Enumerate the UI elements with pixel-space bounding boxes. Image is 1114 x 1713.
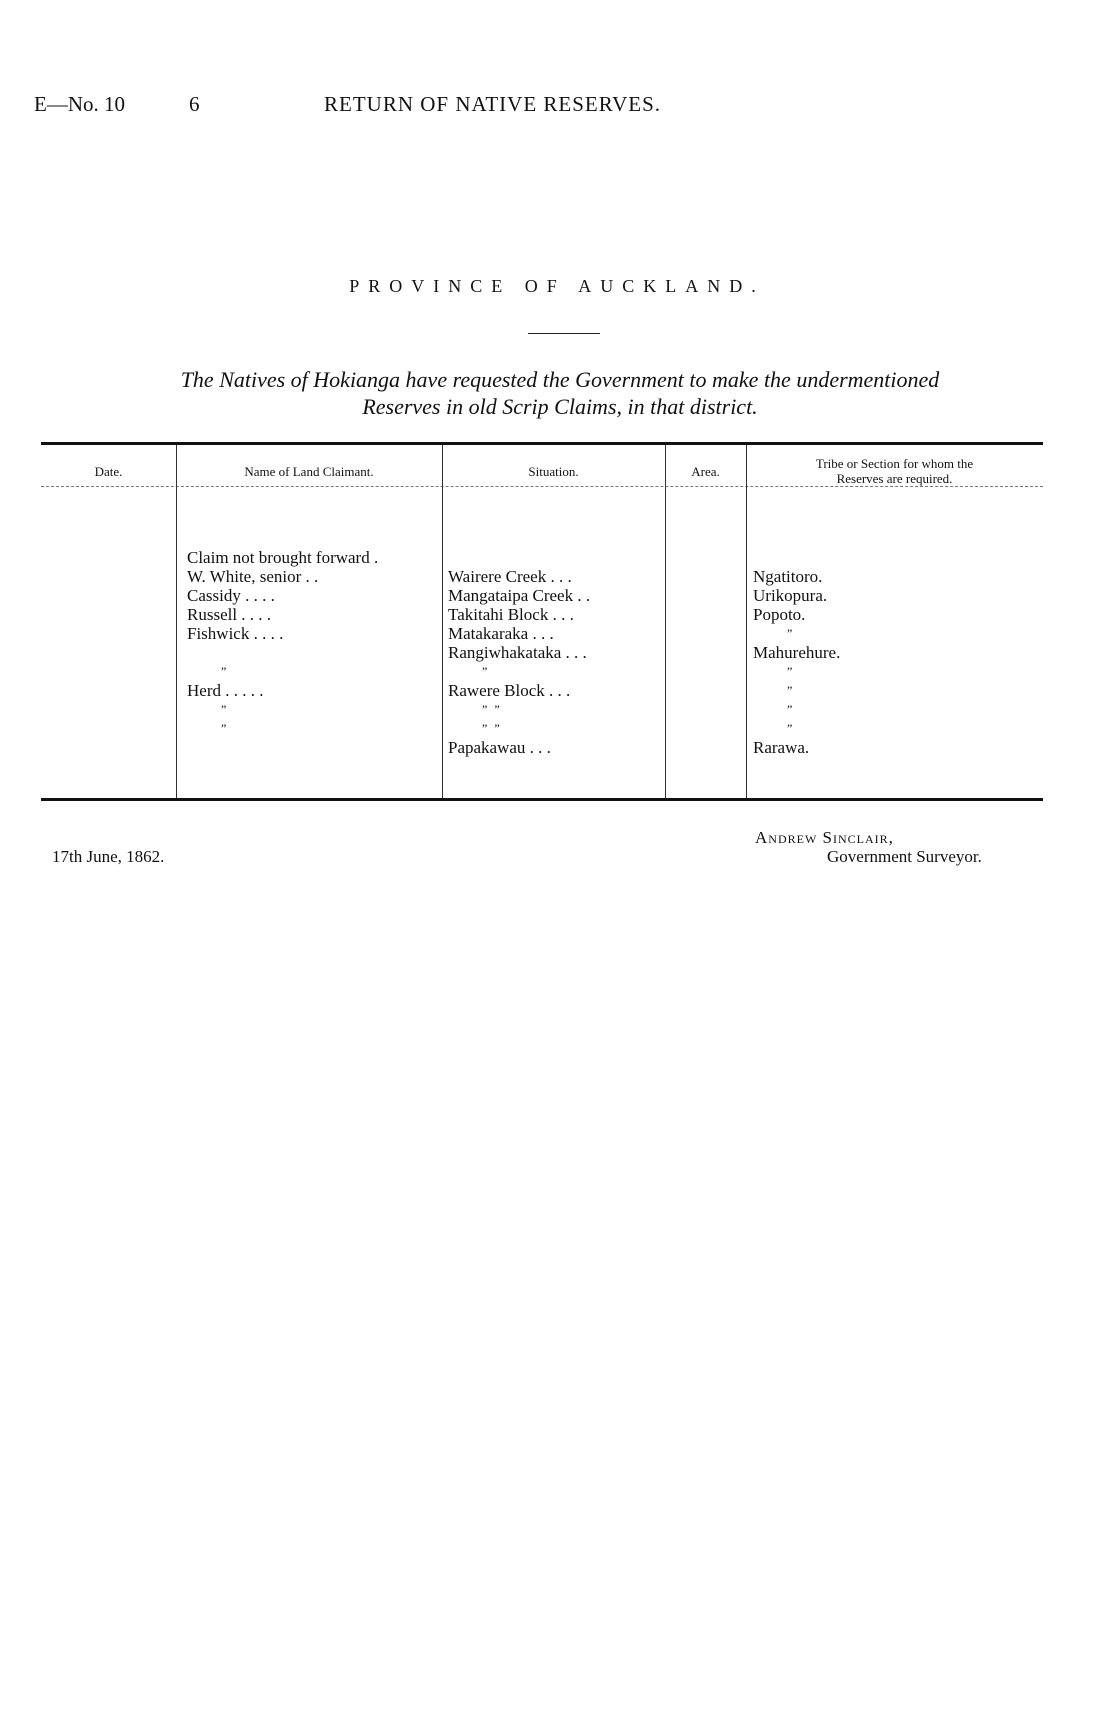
reserves-table xyxy=(41,442,1043,801)
column-header-tribe xyxy=(746,456,1043,486)
table-cell: Urikopura. xyxy=(753,586,828,605)
divider xyxy=(528,333,600,334)
table-cell: ” xyxy=(221,664,229,678)
column-divider xyxy=(746,445,747,798)
table-cell: Russell . . . . xyxy=(187,605,272,624)
document-number: E—No. 10 xyxy=(34,92,125,116)
page-title: RETURN OF NATIVE RESERVES. xyxy=(324,92,662,116)
table-cell: Rawere Block . . . xyxy=(448,681,571,700)
page-number: 6 xyxy=(189,92,200,116)
table-cell: Matakaraka . . . xyxy=(448,624,554,643)
signatory-title: Government Surveyor. xyxy=(827,847,982,866)
table-cell: Herd . . . . . xyxy=(187,681,264,700)
table-cell xyxy=(187,643,442,662)
table-cell: Ngatitoro. xyxy=(753,567,823,586)
table-bottom-rule xyxy=(41,798,1043,801)
table-cell: Cassidy . . . . xyxy=(187,586,275,605)
table-cell: W. White, senior . . xyxy=(187,567,319,586)
table-cell xyxy=(448,548,663,567)
column-header-date: Date. xyxy=(94,464,123,479)
page-header xyxy=(34,92,1074,126)
table-cell: Takitahi Block . . . xyxy=(448,605,574,624)
province-heading: PROVINCE OF AUCKLAND. xyxy=(349,276,765,296)
table-cell: ” ” xyxy=(482,721,502,735)
column-header-tribe-line-1: Tribe or Section for whom the xyxy=(815,456,974,471)
table-cell: Claim not brought forward . xyxy=(187,548,379,567)
situation-column xyxy=(448,548,663,757)
tribe-column xyxy=(753,548,1033,757)
column-header-claimant: Name of Land Claimant. xyxy=(244,464,374,479)
column-header-situation: Situation. xyxy=(528,464,579,479)
claimant-column xyxy=(187,548,442,757)
intro-paragraph xyxy=(60,366,1060,420)
table-cell: ” ” xyxy=(482,702,502,716)
column-header-tribe-line-2: Reserves are required. xyxy=(836,471,953,486)
table-cell: Mahurehure. xyxy=(753,643,841,662)
table-cell: Wairere Creek . . . xyxy=(448,567,572,586)
table-cell: ” xyxy=(221,721,229,735)
table-cell: Papakawau . . . xyxy=(448,738,551,757)
intro-line-1: The Natives of Hokianga have requested the Government to make the undermentioned xyxy=(180,367,940,392)
column-divider xyxy=(176,445,177,798)
table-cell: Popoto. xyxy=(753,605,806,624)
table-cell: ” xyxy=(221,702,229,716)
table-cell: Rangiwhakataka . . . xyxy=(448,643,587,662)
column-divider xyxy=(442,445,443,798)
table-cell xyxy=(753,548,1033,567)
intro-line-2: Reserves in old Scrip Claims, in that district. xyxy=(362,394,758,419)
column-header-area: Area. xyxy=(691,464,720,479)
document-date: 17th June, 1862. xyxy=(52,847,165,866)
table-cell: Rarawa. xyxy=(753,738,810,757)
table-cell xyxy=(187,738,442,757)
table-cell: ” xyxy=(787,683,795,697)
table-cell: Fishwick . . . . xyxy=(187,624,284,643)
table-cell: Mangataipa Creek . . xyxy=(448,586,591,605)
column-divider xyxy=(665,445,666,798)
table-cell: ” xyxy=(787,721,795,735)
table-top-rule xyxy=(41,442,1043,445)
header-separator xyxy=(41,486,1043,487)
signatory-name: Andrew Sinclair, xyxy=(755,828,894,847)
table-cell: ” xyxy=(787,702,795,716)
table-cell: ” xyxy=(787,626,795,640)
table-cell: ” xyxy=(787,664,795,678)
table-cell: ” xyxy=(482,664,490,678)
